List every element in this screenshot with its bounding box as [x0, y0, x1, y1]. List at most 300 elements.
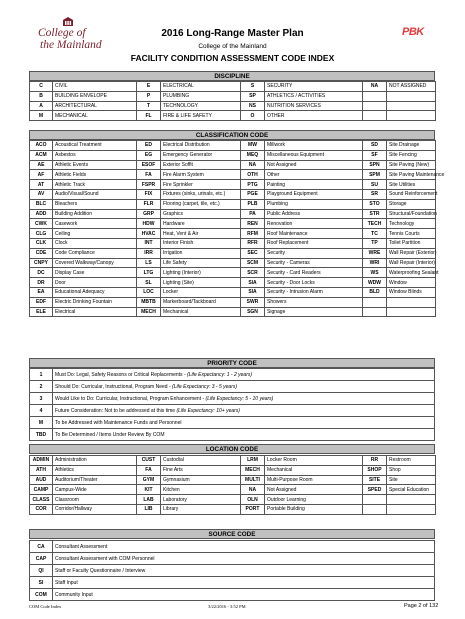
discipline-code: C	[30, 82, 53, 92]
location-description: Restroom	[387, 456, 436, 466]
classification-description: Electrical Distribution	[161, 141, 241, 151]
classification-code: EDF	[30, 297, 53, 307]
classification-description: Flooring (carpet, tile, etc.)	[161, 199, 241, 209]
location-description: Athletics	[53, 465, 137, 475]
classification-description: Waterproofing Sealant	[387, 268, 436, 278]
classification-code: PGE	[241, 189, 265, 199]
location-code: CAMP	[30, 485, 53, 495]
classification-row	[30, 160, 436, 170]
location-description: Auditorium/Theater	[53, 475, 137, 485]
location-code: LIB	[137, 504, 161, 514]
classification-code: WRI	[363, 258, 387, 268]
brand-logo: PBK	[402, 26, 424, 38]
classification-description: Miscellaneous Equipment	[265, 150, 363, 160]
classification-code: DR	[30, 278, 53, 288]
classification-row	[30, 189, 436, 199]
classification-row	[30, 180, 436, 190]
classification-description: Security - Door Locks	[265, 278, 363, 288]
discipline-code	[363, 101, 387, 111]
page-heading: FACILITY CONDITION ASSESSMENT CODE INDEX	[130, 53, 335, 63]
location-description: Site	[387, 475, 436, 485]
priority-description	[53, 417, 435, 429]
location-code: FA	[137, 465, 161, 475]
source-description: Staff Input	[53, 577, 435, 589]
classification-code: CNPY	[30, 258, 53, 268]
location-code: ADMIN	[30, 456, 53, 466]
discipline-row	[30, 82, 436, 92]
page-subtitle: College of the Mainland	[198, 43, 267, 50]
classification-description: Ceiling	[53, 229, 137, 239]
priority-text: To Be Determined / Items Under Review By COM	[55, 431, 165, 438]
classification-code: TECH	[363, 219, 387, 229]
college-seal-icon	[62, 16, 74, 27]
classification-description: Toilet Partition	[387, 238, 436, 248]
classification-row	[30, 278, 436, 288]
discipline-description: SECURITY	[265, 82, 363, 92]
priority-row	[30, 429, 435, 441]
priority-description	[53, 429, 435, 441]
location-description: Locker Room	[265, 456, 363, 466]
classification-row	[30, 209, 436, 219]
classification-code: SCM	[241, 258, 265, 268]
location-code: SITE	[363, 475, 387, 485]
location-row	[30, 504, 436, 514]
location-row	[30, 456, 436, 466]
source-code: CA	[30, 541, 53, 553]
priority-text: Should Do: Curricular, Instructional, Program Need -	[55, 383, 172, 390]
classification-description: Storage	[387, 199, 436, 209]
location-description: Custodial	[161, 456, 241, 466]
classification-row	[30, 258, 436, 268]
priority-life-expectancy: (Life Expectancy: 10+ years)	[176, 407, 240, 414]
source-row	[30, 565, 435, 577]
classification-description: Fire Alarm System	[161, 170, 241, 180]
classification-description: Plumbing	[265, 199, 363, 209]
classification-code: MBTB	[137, 297, 161, 307]
location-code: MULTI	[241, 475, 265, 485]
location-code	[363, 504, 387, 514]
priority-code: 4	[30, 405, 53, 417]
classification-code: CLG	[30, 229, 53, 239]
source-row	[30, 577, 435, 589]
classification-description: Roof Replacement	[265, 238, 363, 248]
location-row	[30, 465, 436, 475]
classification-description: Irrigation	[161, 248, 241, 258]
discipline-code: T	[137, 101, 161, 111]
classification-description: Security - Intrusion Alarm	[265, 287, 363, 297]
classification-description: Technology	[387, 219, 436, 229]
location-description: Laboratory	[161, 495, 241, 505]
classification-code: SWR	[241, 297, 265, 307]
classification-code: SR	[363, 189, 387, 199]
discipline-code: SP	[241, 91, 265, 101]
discipline-description: NOT ASSIGNED	[387, 82, 436, 92]
classification-description: Other	[265, 170, 363, 180]
source-code: QI	[30, 565, 53, 577]
priority-description	[53, 405, 435, 417]
priority-life-expectancy: (Life Expectancy: 5 - 10 years)	[205, 395, 274, 402]
classification-description: Casework	[53, 219, 137, 229]
source-header: SOURCE CODE	[29, 529, 435, 539]
logo-line-2: the Mainland	[40, 39, 102, 51]
source-row	[30, 553, 435, 565]
classification-code: SD	[363, 141, 387, 151]
classification-row	[30, 219, 436, 229]
discipline-code: A	[30, 101, 53, 111]
source-row	[30, 541, 435, 553]
location-description: Portable Building	[265, 504, 363, 514]
classification-description: Wall Repair (Interior)	[387, 258, 436, 268]
classification-description: Showers	[265, 297, 363, 307]
location-description: Shop	[387, 465, 436, 475]
discipline-description: TECHNOLOGY	[161, 101, 241, 111]
classification-description: Renovation	[265, 219, 363, 229]
classification-code: LTG	[137, 268, 161, 278]
classification-code	[363, 307, 387, 317]
location-code: GYM	[137, 475, 161, 485]
classification-description: Graphics	[161, 209, 241, 219]
location-row	[30, 495, 436, 505]
classification-code: SCR	[241, 268, 265, 278]
classification-code: ACO	[30, 141, 53, 151]
classification-code: FIX	[137, 189, 161, 199]
classification-description: Site Paving Maintenance	[387, 170, 436, 180]
discipline-code: B	[30, 91, 53, 101]
classification-description	[387, 307, 436, 317]
classification-code: CLK	[30, 238, 53, 248]
classification-description: Hardware	[161, 219, 241, 229]
location-code: ATH	[30, 465, 53, 475]
classification-code: WDW	[363, 278, 387, 288]
classification-code: MECH	[137, 307, 161, 317]
discipline-code: E	[137, 82, 161, 92]
classification-code: REN	[241, 219, 265, 229]
priority-code: 1	[30, 369, 53, 381]
classification-description: Athletic Events	[53, 160, 137, 170]
priority-description	[53, 381, 435, 393]
classification-code: HDW	[137, 219, 161, 229]
location-row	[30, 485, 436, 495]
source-code: CAP	[30, 553, 53, 565]
classification-code: ED	[137, 141, 161, 151]
classification-code	[363, 297, 387, 307]
classification-code: ACM	[30, 150, 53, 160]
classification-description: Tennis Courts	[387, 229, 436, 239]
classification-code: EG	[137, 150, 161, 160]
location-code: AUD	[30, 475, 53, 485]
discipline-description: ATHLETICS / ACTIVITIES	[265, 91, 363, 101]
discipline-row	[30, 101, 436, 111]
classification-code: PA	[241, 209, 265, 219]
college-logo	[38, 16, 100, 64]
priority-row	[30, 417, 435, 429]
classification-code: WRE	[363, 248, 387, 258]
priority-code: TBD	[30, 429, 53, 441]
location-code: COR	[30, 504, 53, 514]
discipline-code	[363, 91, 387, 101]
priority-row	[30, 369, 435, 381]
discipline-code: P	[137, 91, 161, 101]
classification-code: SEC	[241, 248, 265, 258]
discipline-description	[387, 111, 436, 121]
source-table	[29, 540, 435, 601]
discipline-code: NA	[363, 82, 387, 92]
source-description: Staff or Faculty Questionnaire / Interview	[53, 565, 435, 577]
classification-description: Clock	[53, 238, 137, 248]
classification-description: Roof Maintenance	[265, 229, 363, 239]
classification-description: Covered Walkway/Canopy	[53, 258, 137, 268]
classification-description: Site Paving (New)	[387, 160, 436, 170]
classification-code: PLB	[241, 199, 265, 209]
discipline-description: NUTRITION SERVICES	[265, 101, 363, 111]
classification-code: SU	[363, 180, 387, 190]
classification-description: Acoustical Treatment	[53, 141, 137, 151]
classification-code: HVAC	[137, 229, 161, 239]
classification-code: SL	[137, 278, 161, 288]
classification-description: Emergency Generator	[161, 150, 241, 160]
location-code: PORT	[241, 504, 265, 514]
discipline-row	[30, 91, 436, 101]
classification-code: CWK	[30, 219, 53, 229]
classification-description: Lighting (Interior)	[161, 268, 241, 278]
classification-row	[30, 150, 436, 160]
classification-code: LS	[137, 258, 161, 268]
location-code: MECH	[241, 465, 265, 475]
location-description: Gymnasium	[161, 475, 241, 485]
classification-header: CLASSIFICATION CODE	[29, 130, 435, 140]
classification-description: Site Utilities	[387, 180, 436, 190]
footer-doc-name: COM Code Index	[29, 604, 62, 609]
classification-code: SPM	[363, 170, 387, 180]
discipline-description: BUILDING ENVELOPE	[53, 91, 137, 101]
classification-code: RFR	[241, 238, 265, 248]
classification-description: Window	[387, 278, 436, 288]
classification-code: ESOF	[137, 160, 161, 170]
classification-code: PTG	[241, 180, 265, 190]
discipline-header: DISCIPLINE	[29, 71, 435, 81]
location-description: Library	[161, 504, 241, 514]
source-code: SI	[30, 577, 53, 589]
classification-description: Structural/Foundation	[387, 209, 436, 219]
location-description: Kitchen	[161, 485, 241, 495]
classification-code: FLR	[137, 199, 161, 209]
priority-life-expectancy: (Life Expectancy: 3 - 5 years)	[172, 383, 238, 390]
discipline-code: S	[241, 82, 265, 92]
classification-description: Window Blinds	[387, 287, 436, 297]
source-description: Consultant Assessment	[53, 541, 435, 553]
classification-description: Educational Adequacy	[53, 287, 137, 297]
source-row	[30, 589, 435, 601]
classification-description: Audio/Visual/Sound	[53, 189, 137, 199]
discipline-description	[387, 91, 436, 101]
location-row	[30, 475, 436, 485]
source-description: Community Input	[53, 589, 435, 601]
classification-code: WS	[363, 268, 387, 278]
classification-code: BLD	[363, 287, 387, 297]
classification-description: Electric Drinking Fountain	[53, 297, 137, 307]
classification-description: Fixtures (sinks, urinals, etc.)	[161, 189, 241, 199]
location-code	[363, 495, 387, 505]
classification-code: MW	[241, 141, 265, 151]
location-code: LRM	[241, 456, 265, 466]
location-code: CLASS	[30, 495, 53, 505]
discipline-description: MECHANICAL	[53, 111, 137, 121]
location-description: Multi-Purpose Room	[265, 475, 363, 485]
classification-row	[30, 199, 436, 209]
priority-text: Must Do: Legal, Safety Reasons or Critical Replacements -	[55, 371, 187, 378]
classification-code: CDE	[30, 248, 53, 258]
classification-description: Locker	[161, 287, 241, 297]
discipline-code: NS	[241, 101, 265, 111]
priority-description	[53, 393, 435, 405]
classification-code: RFM	[241, 229, 265, 239]
classification-row	[30, 287, 436, 297]
location-table	[29, 455, 436, 515]
location-description: Administration	[53, 456, 137, 466]
location-description: Special Education	[387, 485, 436, 495]
priority-table	[29, 368, 435, 441]
discipline-description: CIVIL	[53, 82, 137, 92]
classification-code: LOC	[137, 287, 161, 297]
classification-code: AV	[30, 189, 53, 199]
location-description	[387, 495, 436, 505]
classification-row	[30, 297, 436, 307]
classification-code: TC	[363, 229, 387, 239]
priority-text: Future Consideration: Not to be addressed at this time	[55, 407, 177, 414]
classification-code: SGN	[241, 307, 265, 317]
classification-description: Life Safety	[161, 258, 241, 268]
location-description: Fine Arts	[161, 465, 241, 475]
classification-description: Lighting (Site)	[161, 278, 241, 288]
classification-code: AE	[30, 160, 53, 170]
priority-row	[30, 405, 435, 417]
classification-description: Door	[53, 278, 137, 288]
discipline-description: PLUMBING	[161, 91, 241, 101]
classification-description: Athletic Fields	[53, 170, 137, 180]
priority-text: Would Like to Do: Curricular, Instructional, Program Enhancement -	[55, 395, 206, 402]
logo-line-1: College of	[38, 27, 86, 39]
classification-description: Signage	[265, 307, 363, 317]
classification-code: ELE	[30, 307, 53, 317]
classification-code: FA	[137, 170, 161, 180]
classification-description: Markerboard/Tackboard	[161, 297, 241, 307]
classification-description: Security - Card Readers	[265, 268, 363, 278]
location-description: Outdoor Learning	[265, 495, 363, 505]
classification-description: Interior Finish	[161, 238, 241, 248]
classification-description: Not Assigned	[265, 160, 363, 170]
location-description: Not Assigned	[265, 485, 363, 495]
discipline-row	[30, 111, 436, 121]
page-title: 2016 Long-Range Master Plan	[161, 28, 304, 39]
classification-description: Wall Repair (Exterior)	[387, 248, 436, 258]
page-header	[0, 0, 465, 68]
discipline-description: ELECTRICAL	[161, 82, 241, 92]
classification-code: AF	[30, 170, 53, 180]
priority-code: M	[30, 417, 53, 429]
classification-code: BLC	[30, 199, 53, 209]
classification-description: Playground Equipment	[265, 189, 363, 199]
priority-row	[30, 393, 435, 405]
classification-code: AT	[30, 180, 53, 190]
classification-description	[387, 297, 436, 307]
classification-code: TP	[363, 238, 387, 248]
discipline-description: OTHER	[265, 111, 363, 121]
classification-description: Sound Reinforcement	[387, 189, 436, 199]
classification-code: SIA	[241, 278, 265, 288]
classification-row	[30, 238, 436, 248]
classification-description: Site Drainage	[387, 141, 436, 151]
classification-code: STO	[363, 199, 387, 209]
classification-code: IRR	[137, 248, 161, 258]
classification-row	[30, 170, 436, 180]
classification-code: NA	[241, 160, 265, 170]
classification-description: Bleachers	[53, 199, 137, 209]
classification-code: SIA	[241, 287, 265, 297]
classification-row	[30, 307, 436, 317]
classification-description: Electrical	[53, 307, 137, 317]
location-description: Corridor/Hallway	[53, 504, 137, 514]
discipline-code: FL	[137, 111, 161, 121]
location-code: CUST	[137, 456, 161, 466]
priority-row	[30, 381, 435, 393]
classification-code: EA	[30, 287, 53, 297]
priority-description	[53, 369, 435, 381]
location-description: Classroom	[53, 495, 137, 505]
classification-description: Exterior Soffit	[161, 160, 241, 170]
priority-header: PRIORITY CODE	[29, 358, 435, 368]
classification-description: Fire Sprinkler	[161, 180, 241, 190]
classification-description: Display Case	[53, 268, 137, 278]
classification-code: DC	[30, 268, 53, 278]
discipline-description	[387, 101, 436, 111]
classification-code: SPN	[363, 160, 387, 170]
classification-description: Heat, Vent & Air	[161, 229, 241, 239]
classification-row	[30, 268, 436, 278]
discipline-description: FIRE & LIFE SAFETY	[161, 111, 241, 121]
classification-description: Public Address	[265, 209, 363, 219]
footer-page-number: Page 2 of 132	[404, 603, 439, 609]
discipline-code: M	[30, 111, 53, 121]
location-description: Campus-Wide	[53, 485, 137, 495]
classification-description: Security - Cameras	[265, 258, 363, 268]
discipline-description: ARCHITECTURAL	[53, 101, 137, 111]
priority-code: 3	[30, 393, 53, 405]
location-code: RR	[363, 456, 387, 466]
location-code: KIT	[137, 485, 161, 495]
classification-description: Security	[265, 248, 363, 258]
classification-code: GRP	[137, 209, 161, 219]
classification-description: Asbestos	[53, 150, 137, 160]
classification-code: FSPR	[137, 180, 161, 190]
classification-code: INT	[137, 238, 161, 248]
location-code: OLN	[241, 495, 265, 505]
location-code: NA	[241, 485, 265, 495]
classification-code: STR	[363, 209, 387, 219]
classification-description: Mechanical	[161, 307, 241, 317]
discipline-code	[363, 111, 387, 121]
location-header: LOCATION CODE	[29, 444, 435, 454]
classification-description: Millwork	[265, 141, 363, 151]
classification-description: Building Addition	[53, 209, 137, 219]
priority-text: To be Addressed with Maintenance Funds and Personnel	[55, 419, 182, 426]
classification-description: Code Compliance	[53, 248, 137, 258]
source-code: COM	[30, 589, 53, 601]
classification-row	[30, 229, 436, 239]
location-description: Mechanical	[265, 465, 363, 475]
location-description	[387, 504, 436, 514]
location-code: SHOP	[363, 465, 387, 475]
classification-code: SF	[363, 150, 387, 160]
